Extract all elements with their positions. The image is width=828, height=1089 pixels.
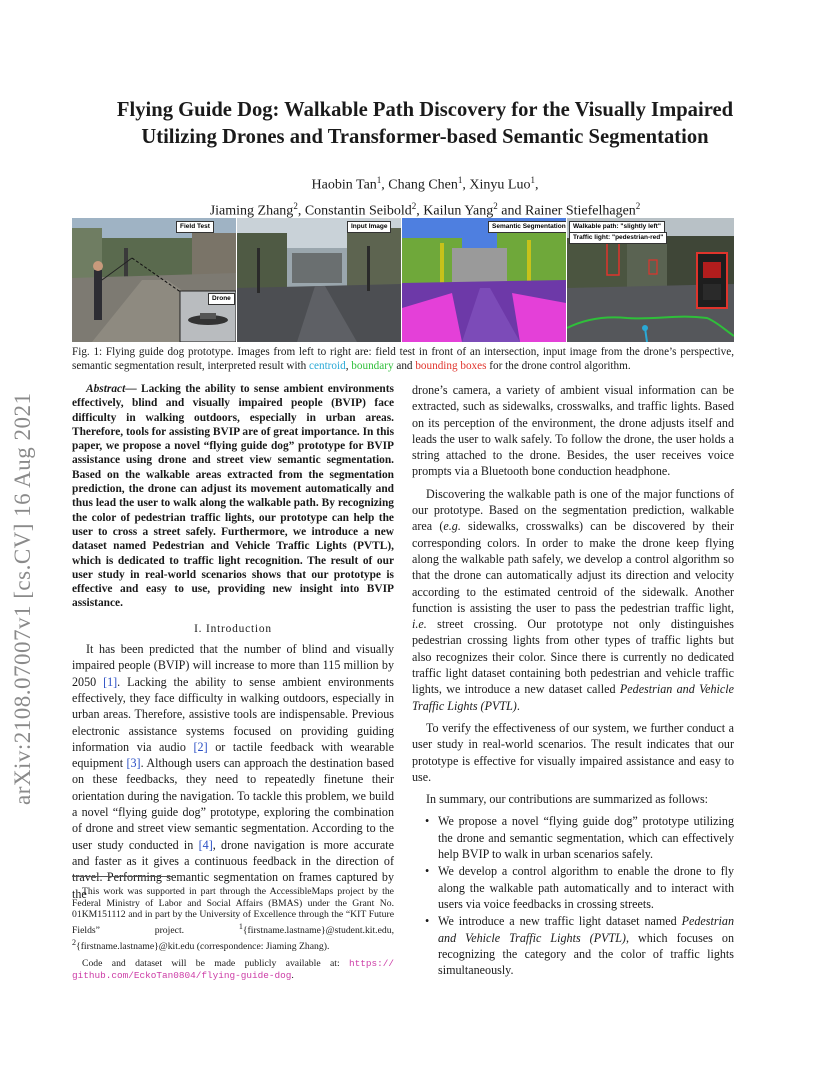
caption-text: for the drone control algorithm. bbox=[486, 360, 631, 372]
citation-link[interactable]: [1] bbox=[103, 674, 118, 689]
caption-text: and bbox=[393, 360, 416, 372]
tag-semantic-segmentation: Semantic Segmentation bbox=[488, 221, 566, 233]
segmentation-image bbox=[402, 218, 566, 342]
footnote-text: This work was supported in part through the AccessibleMaps project by the Federal Ministry of Labor and Social Affairs (BMAS) under the Grant No. 01KM151112 and in part by the University of Excellence through the “KIT Future Fields” project. bbox=[72, 886, 394, 937]
author: Rainer Stiefelhagen bbox=[525, 203, 636, 219]
input-image-panel bbox=[237, 218, 401, 342]
list-item: • We develop a control algorithm to enable the drone to fly along the walkable path automatically and to interact with users via voice feedbacks in crossing streets. bbox=[438, 863, 734, 912]
segmentation-panel bbox=[402, 218, 566, 342]
input-image bbox=[237, 218, 401, 342]
author-separator: , bbox=[381, 177, 389, 193]
abstract bbox=[72, 382, 394, 611]
footnote-code bbox=[72, 958, 394, 981]
body-text: sidewalks, crosswalks) can be discovered by their corresponding colors. In order to make the drone keep flying along the walkable path safely, we develop a control algorithm so that the drone can automatically adjust its direction and velocity according to the estimated centroid of the sidewalk. Another function is assisting the user to pass the pedestrian traffic light, bbox=[412, 519, 734, 615]
intro-text: It has been predicted that the number of blind and visually impaired people (BVIP) will increase to more than 115 million by 2050 bbox=[72, 642, 394, 689]
field-test-image bbox=[72, 218, 236, 342]
affiliation-mark: 2 bbox=[493, 200, 498, 211]
footnote-text: . bbox=[291, 970, 294, 982]
list-text: , which focuses on recognizing the category and the color of traffic lights simultaneously. bbox=[438, 930, 734, 978]
title-line-1: Flying Guide Dog: Walkable Path Discovery for the Visually Impaired bbox=[116, 99, 734, 121]
abstract-text: — Lacking the ability to sense ambient environments effectively, blind and visually impaired people (BVIP) face difficulty in walking outdoors, especially in urban areas. Therefore, tools for assisting BVIP are of great importance. In this paper, we propose a novel “flying guide dog” prototype for BVIP assistance using drone and street view semantic segmentation. Based on the walkable areas extracted from the segmentation prediction, the drone can adjust its movement automatically and thus lead the user to walk along the walkable path. By recognizing the color of pedestrian traffic lights, our prototype can help the user to cross a street safely. Furthermore, we introduce a new dataset named Pedestrian and Vehicle Traffic Lights (PVTL), which is dedicated to traffic light recognition. The result of our user study in real-world scenarios shows that our prototype is effective and easy to use, providing new insight into BVIP assistance. bbox=[72, 383, 394, 610]
author: Haobin Tan bbox=[311, 177, 377, 193]
body-text: . bbox=[516, 698, 520, 713]
footnote-funding bbox=[72, 886, 394, 952]
tag-drone: Drone bbox=[208, 293, 235, 305]
affiliation-mark: 1 bbox=[376, 175, 382, 185]
footnote-text: {firstname.lastname}@student.kit.edu, bbox=[242, 925, 394, 937]
affiliation-mark: 1 bbox=[238, 921, 243, 931]
caption-boundary: boundary bbox=[351, 360, 394, 372]
body-paragraph: To verify the effectiveness of our system, we further conduct a user study in real-world scenarios. The result indicates that our prototype is effective for visually impaired assistance and easy to use. bbox=[412, 720, 734, 784]
affiliation-mark: 2 bbox=[411, 200, 417, 211]
left-column bbox=[72, 382, 394, 902]
body-paragraph: In summary, our contributions are summarized as follows: bbox=[426, 792, 709, 807]
author: Kailun Yang bbox=[423, 203, 494, 219]
intro-text: . Although users can approach the destination based on these feedbacks, they need to repeatedly finetune their orientation during the navigation. To tackle this problem, we build a novel “flying guide dog” prototype, exploring the combination of drone and street view semantic segmentation. According to the user study conducted in bbox=[72, 756, 394, 852]
body-text: Discovering the walkable path is one of the major functions of our prototype. Based on the segmentation prediction, walkable area ( bbox=[412, 486, 734, 534]
figure-caption bbox=[72, 345, 734, 373]
footnote-text: Code and dataset will be made publicly available at: bbox=[82, 958, 349, 970]
tag-walkable-path: Walkable path: "slightly left" bbox=[569, 221, 665, 233]
author-separator: , bbox=[416, 203, 424, 219]
body-italic: i.e. bbox=[412, 617, 427, 632]
affiliation-mark: 1 bbox=[530, 175, 535, 185]
intro-text: , drone navigation is more accurate and faster as it gives a continuous feedback in the direction of travel. Performing semantic segmentation on frames captured by the bbox=[72, 837, 394, 901]
author-separator: , bbox=[462, 177, 470, 193]
figure-1 bbox=[72, 218, 734, 342]
arxiv-side-label: arXiv:2108.07007v1 [cs.CV] 16 Aug 2021 bbox=[10, 392, 35, 805]
title-line-2: Utilizing Drones and Transformer-based Semantic Segmentation bbox=[141, 126, 709, 148]
abstract-label: Abstract bbox=[86, 383, 126, 395]
caption-text: Fig. 1: Flying guide dog prototype. Images from left to right are: field test in front of an intersection, input image from the drone’s perspective, semantic segmentation result, interpreted result with bbox=[72, 346, 734, 372]
author: Constantin Seibold bbox=[304, 203, 412, 219]
affiliation-mark: 1 bbox=[457, 175, 463, 185]
tag-traffic-light: Traffic light: "pedestrian-red" bbox=[569, 232, 667, 244]
body-italic: Pedestrian and Vehicle Traffic Lights (PVTL) bbox=[412, 682, 734, 713]
right-column bbox=[412, 382, 734, 979]
author-separator: and bbox=[497, 203, 525, 219]
code-url-link[interactable]: github.com/EckoTan0804/flying-guide-dog bbox=[72, 970, 292, 982]
author-separator: , bbox=[534, 177, 539, 193]
body-text: street crossing. Our prototype not only distinguishes pedestrian crossing lights from other types of traffic lights but also recognizes their color. Since there is currently no dedicated traffic light dataset containing both pedestrian and vehicle traffic lights, we introduce a new dataset called bbox=[412, 617, 734, 697]
author-list bbox=[60, 170, 790, 221]
list-item bbox=[438, 913, 734, 978]
affiliation-mark: 2 bbox=[72, 937, 77, 947]
affiliation-mark: 2 bbox=[635, 200, 641, 211]
list-item: • We propose a novel “flying guide dog” prototype utilizing the drone and semantic segmentation, which can effectively help BVIP to walk in urban scenarios safely. bbox=[438, 813, 734, 862]
authors-line-1 bbox=[60, 170, 790, 196]
author: Xinyu Luo bbox=[469, 177, 531, 193]
caption-bounding-boxes: bounding boxes bbox=[415, 360, 487, 372]
citation-link[interactable]: [4] bbox=[198, 837, 213, 852]
list-text: We introduce a new traffic light dataset named bbox=[438, 914, 682, 929]
body-paragraph bbox=[412, 486, 734, 714]
caption-text: , bbox=[345, 360, 352, 372]
author: Jiaming Zhang bbox=[209, 203, 294, 219]
contribution-list bbox=[412, 813, 734, 978]
tag-field-test: Field Test bbox=[176, 221, 214, 233]
intro-paragraph bbox=[72, 641, 394, 902]
section-heading-introduction: I. Introduction bbox=[194, 622, 272, 635]
list-italic: Pedestrian and Vehicle Traffic Lights (PVTL) bbox=[438, 914, 734, 945]
code-url-link[interactable]: https:// bbox=[348, 958, 394, 970]
citation-link[interactable]: [3] bbox=[126, 756, 141, 771]
author: Chang Chen bbox=[388, 177, 458, 193]
field-test-photo bbox=[72, 218, 236, 342]
body-italic: e.g. bbox=[443, 519, 461, 534]
body-paragraph: drone’s camera, a variety of ambient visual information can be extracted, such as sidewalks, crosswalks, and traffic lights. Based on its perception of the environment, the drone adjusts itself and leads the user to walk safely. To follow the drone, the user holds a string attached to the drone. Besides, the user receives voice prompts via a Bluetooth bone conduction headphone. bbox=[412, 383, 734, 479]
interpreted-panel bbox=[567, 218, 734, 342]
intro-text: . Lacking the ability to sense ambient environments effectively, they face difficulty in walking outdoors, especially in urban areas. Therefore, assistive tools are indispensable. Previous electronic assistance systems focused on providing guiding information via audio bbox=[72, 674, 394, 754]
author-separator: , bbox=[297, 203, 305, 219]
paper-title bbox=[60, 97, 790, 151]
footnote-text: {firstname.lastname}@kit.edu (correspondence: Jiaming Zhang). bbox=[76, 940, 330, 952]
citation-link[interactable]: [2] bbox=[193, 739, 208, 754]
footnote-rule bbox=[72, 876, 172, 877]
caption-centroid: centroid bbox=[309, 360, 346, 372]
footnote bbox=[72, 886, 394, 982]
affiliation-mark: 2 bbox=[293, 200, 298, 211]
tag-input-image: Input Image bbox=[347, 221, 391, 233]
intro-text: or tactile feedback with wearable equipment bbox=[72, 739, 395, 771]
